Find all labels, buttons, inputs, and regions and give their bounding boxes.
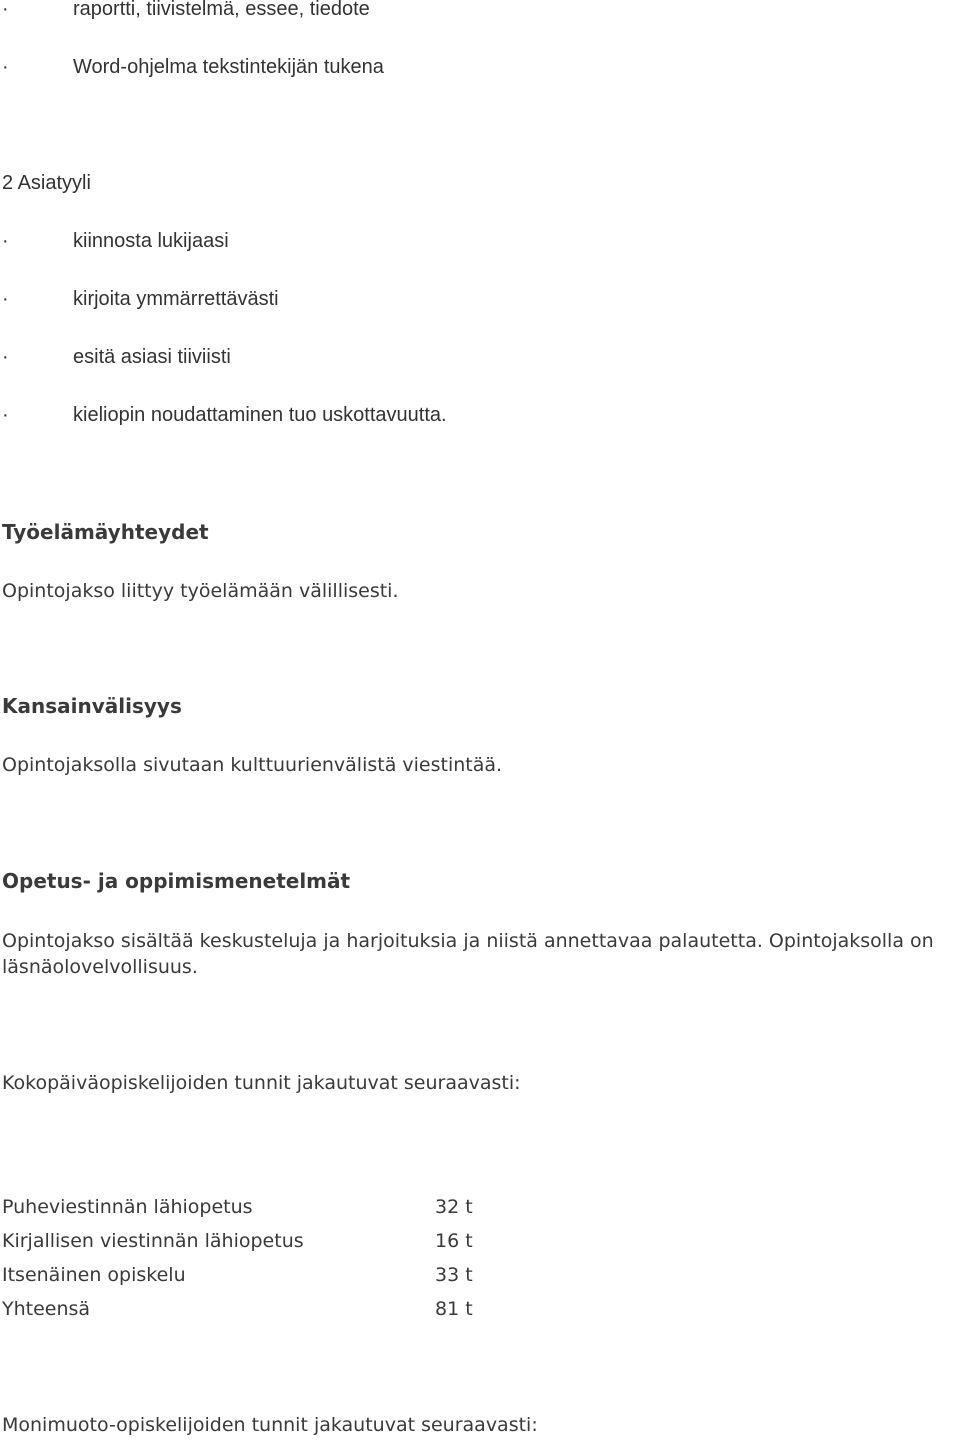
bullet-item: kieliopin noudattaminen tuo uskottavuutta. (73, 404, 447, 426)
bullet-dot: · (2, 56, 9, 78)
hours-label: Yhteensä (2, 1298, 91, 1320)
bullet-item: kiinnosta lukijaasi (73, 230, 229, 252)
section-text-kansainvalisyys: Opintojaksolla sivutaan kulttuurienvälistä viestintää. (2, 754, 503, 776)
hours-label: Kirjallisen viestinnän lähiopetus (2, 1230, 304, 1252)
asiatyyli-title: 2 Asiatyyli (2, 172, 91, 194)
hours-label: Itsenäinen opiskelu (2, 1264, 186, 1286)
table-row (2, 1224, 473, 1258)
table-row (2, 1292, 473, 1326)
bullet-item: kirjoita ymmärrettävästi (73, 288, 279, 310)
bullet-dot: · (2, 404, 9, 426)
hours-value: 32 t (435, 1196, 473, 1218)
hours-value: 81 t (435, 1298, 473, 1320)
bullet-item: Word-ohjelma tekstintekijän tukena (73, 56, 384, 78)
multiform-intro: Monimuoto-opiskelijoiden tunnit jakautuvat seuraavasti: (2, 1414, 538, 1436)
fulltime-intro: Kokopäiväopiskelijoiden tunnit jakautuvat seuraavasti: (2, 1072, 521, 1094)
hours-value: 33 t (435, 1264, 473, 1286)
bullet-item: esitä asiasi tiiviisti (73, 346, 231, 368)
bullet-item: raportti, tiivistelmä, essee, tiedote (73, 0, 370, 20)
section-heading-tyoelama: Työelämäyhteydet (2, 520, 209, 544)
table-row (2, 1190, 473, 1224)
bullet-dot: · (2, 230, 9, 252)
section-text-tyoelama: Opintojakso liittyy työelämään välillisesti. (2, 580, 399, 602)
table-row (2, 1258, 473, 1292)
hours-label: Puheviestinnän lähiopetus (2, 1196, 253, 1218)
section-heading-kansainvalisyys: Kansainvälisyys (2, 694, 182, 718)
bullet-dot: · (2, 346, 9, 368)
section-text-menetelmat: Opintojakso sisältää keskusteluja ja harjoituksia ja niistä annettavaa palautetta. Opintojaksolla on läsnäolovelvollisuus. (2, 930, 934, 978)
hours-value: 16 t (435, 1230, 473, 1252)
bullet-dot: · (2, 0, 9, 20)
hours-table-fulltime (2, 1190, 473, 1326)
section-heading-menetelmat: Opetus- ja oppimismenetelmät (2, 869, 351, 893)
bullet-dot: · (2, 288, 9, 310)
